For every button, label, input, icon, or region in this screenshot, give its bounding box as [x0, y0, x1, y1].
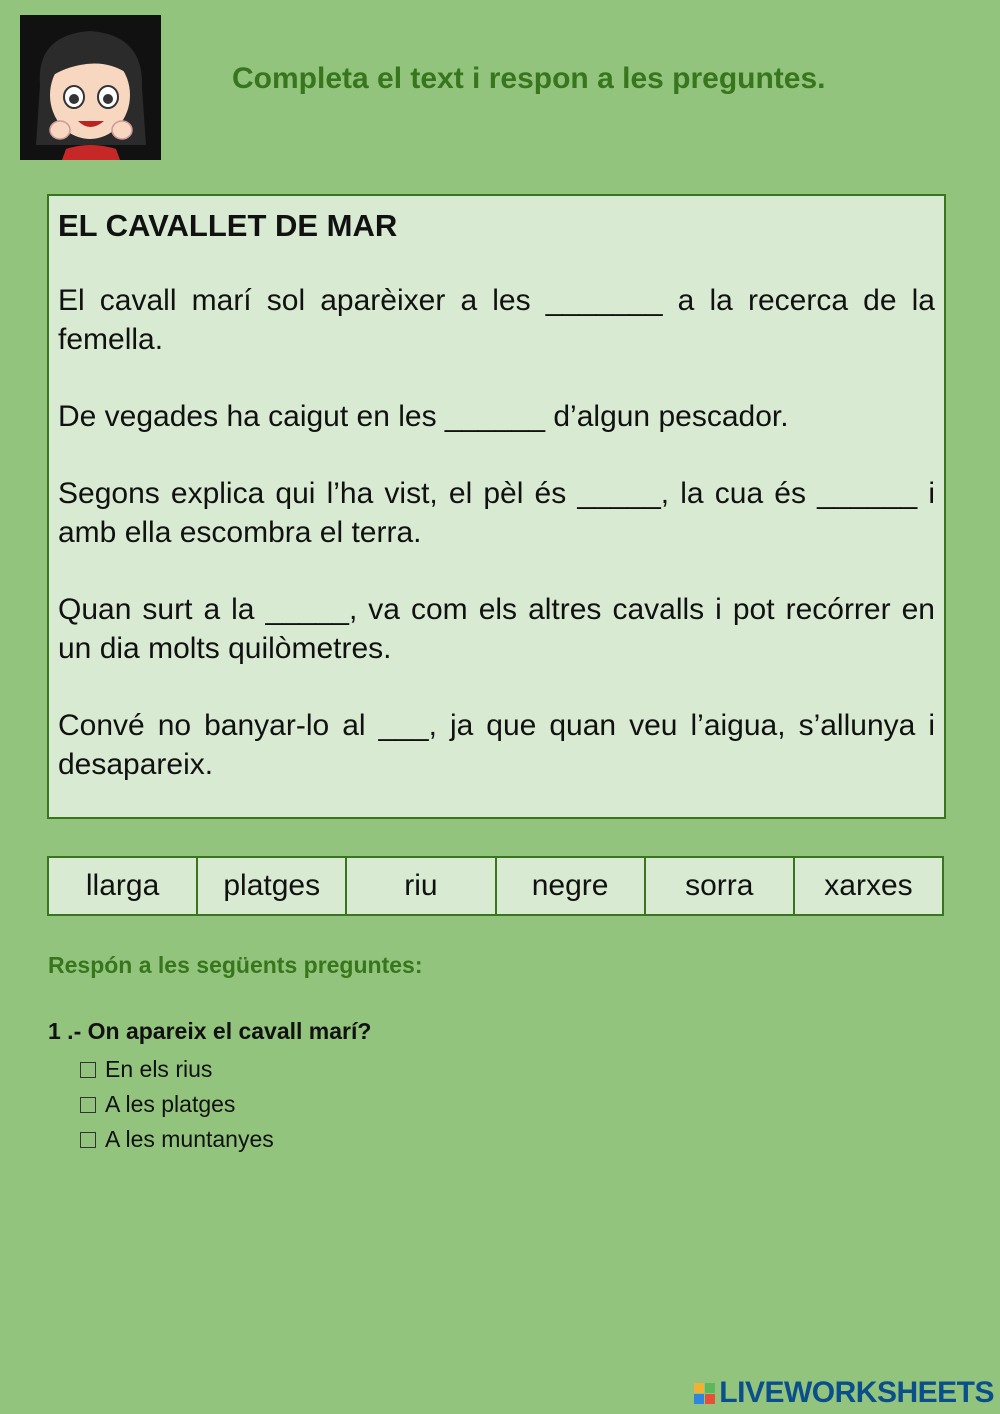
avatar	[20, 15, 161, 160]
word-bank-item[interactable]: sorra	[646, 858, 795, 914]
liveworksheets-logo-icon	[694, 1383, 715, 1404]
page-title: Completa el text i respon a les preguntes.	[232, 62, 826, 95]
word-bank-item[interactable]: llarga	[49, 858, 198, 914]
word-bank-item[interactable]: platges	[198, 858, 347, 914]
questions-heading: Respón a les següents preguntes:	[48, 952, 423, 978]
story-paragraph: De vegades ha caigut en les ______ d’algun pescador.	[58, 400, 789, 433]
checkbox-icon[interactable]	[80, 1062, 96, 1078]
answer-option[interactable]	[80, 1052, 274, 1087]
word-bank-item[interactable]: riu	[347, 858, 496, 914]
logo-text: LIVEWORKSHEETS	[719, 1376, 994, 1409]
story-paragraph: El cavall marí sol aparèixer a les _______ a la recerca de la femella.	[58, 284, 935, 356]
answer-option[interactable]	[80, 1122, 274, 1157]
answer-option-label: A les muntanyes	[105, 1126, 274, 1152]
answer-option-label: En els rius	[105, 1056, 213, 1082]
word-bank-item[interactable]: xarxes	[824, 869, 913, 902]
answer-option-label: A les platges	[105, 1091, 236, 1117]
story-paragraph: Segons explica qui l’ha vist, el pèl és _____, la cua és ______ i amb ella escombra el terra.	[58, 477, 935, 549]
story-paragraph: Quan surt a la _____, va com els altres cavalls i pot recórrer en un dia molts quilòmetres.	[58, 593, 935, 665]
girl-avatar-icon	[20, 15, 161, 160]
question-1-text: 1 .- On apareix el cavall marí?	[48, 1018, 372, 1044]
checkbox-icon[interactable]	[80, 1097, 96, 1113]
story-title: EL CAVALLET DE MAR	[58, 208, 398, 243]
word-bank	[47, 856, 944, 916]
liveworksheets-logo	[694, 1376, 994, 1410]
question-1-options	[80, 1052, 274, 1157]
word-bank-item[interactable]: negre	[497, 858, 646, 914]
answer-option[interactable]	[80, 1087, 274, 1122]
checkbox-icon[interactable]	[80, 1132, 96, 1148]
story-paragraph: Convé no banyar-lo al ___, ja que quan veu l’aigua, s’allunya i desapareix.	[58, 709, 935, 781]
story-text-box	[47, 194, 946, 819]
